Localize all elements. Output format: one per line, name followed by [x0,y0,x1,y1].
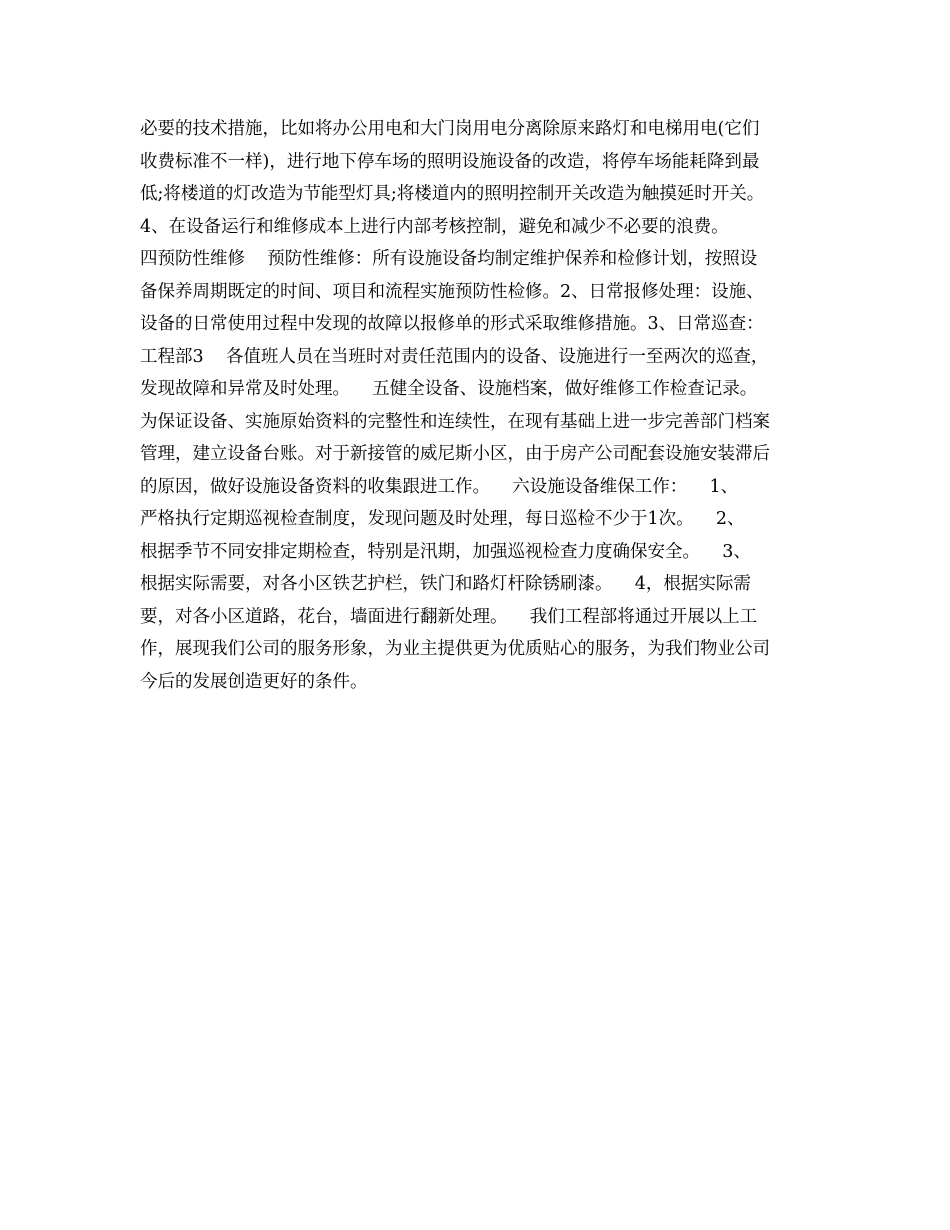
text-line: 四预防性维修 预防性维修：所有设施设备均制定维护保养和检修计划，按照设 [140,249,758,269]
text-line: 发现故障和异常及时处理。 五健全设备、设施档案，做好维修工作检查记录。 [140,379,758,399]
text-line: 工程部3 各值班人员在当班时对责任范围内的设备、设施进行一至两次的巡查， [140,346,769,367]
text-line: 严格执行定期巡视检查制度，发现问题及时处理，每日巡检不少于1次。 2、 [140,509,745,529]
text-line: 备保养周期既定的时间、项目和流程实施预防性检修。2、日常报修处理：设施、 [140,281,764,302]
text-line: 要，对各小区道路，花台，墙面进行翻新处理。 我们工程部将通过开展以上工 [140,606,758,627]
text-line: 为保证设备、实施原始资料的完整性和连续性，在现有基础上进一步完善部门档案 [140,411,770,432]
text-line: 低;将楼道的灯改造为节能型灯具;将楼道内的照明控制开关改造为触摸延时开关。 [140,184,765,204]
text-line: 根据实际需要，对各小区铁艺护栏，铁门和路灯杆除锈刷漆。 4，根据实际需 [140,574,751,594]
text-line: 4、在设备运行和维修成本上进行内部考核控制，避免和减少不必要的浪费。 [140,216,729,237]
text-line: 的原因，做好设施设备资料的收集跟进工作。 六设施设备维保工作： 1、 [140,476,739,497]
text-line: 收费标准不一样)，进行地下停车场的照明设施设备的改造，将停车场能耗降到最 [140,151,760,172]
text-line: 设备的日常使用过程中发现的故障以报修单的形式采取维修措施。3、日常巡查： [140,314,764,334]
text-line: 作，展现我们公司的服务形象，为业主提供更为优质贴心的服务，为我们物业公司 [140,639,770,659]
text-line: 管理，建立设备台账。对于新接管的威尼斯小区，由于房产公司配套设施安装滞后 [140,444,770,464]
body-text [140,113,840,698]
text-line: 根据季节不同安排定期检查，特别是汛期，加强巡视检查力度确保安全。 3、 [140,541,751,562]
text-line: 必要的技术措施，比如将办公用电和大门岗用电分离除原来路灯和电梯用电(它们 [140,119,760,139]
text-line: 今后的发展创造更好的条件。 [140,671,368,692]
